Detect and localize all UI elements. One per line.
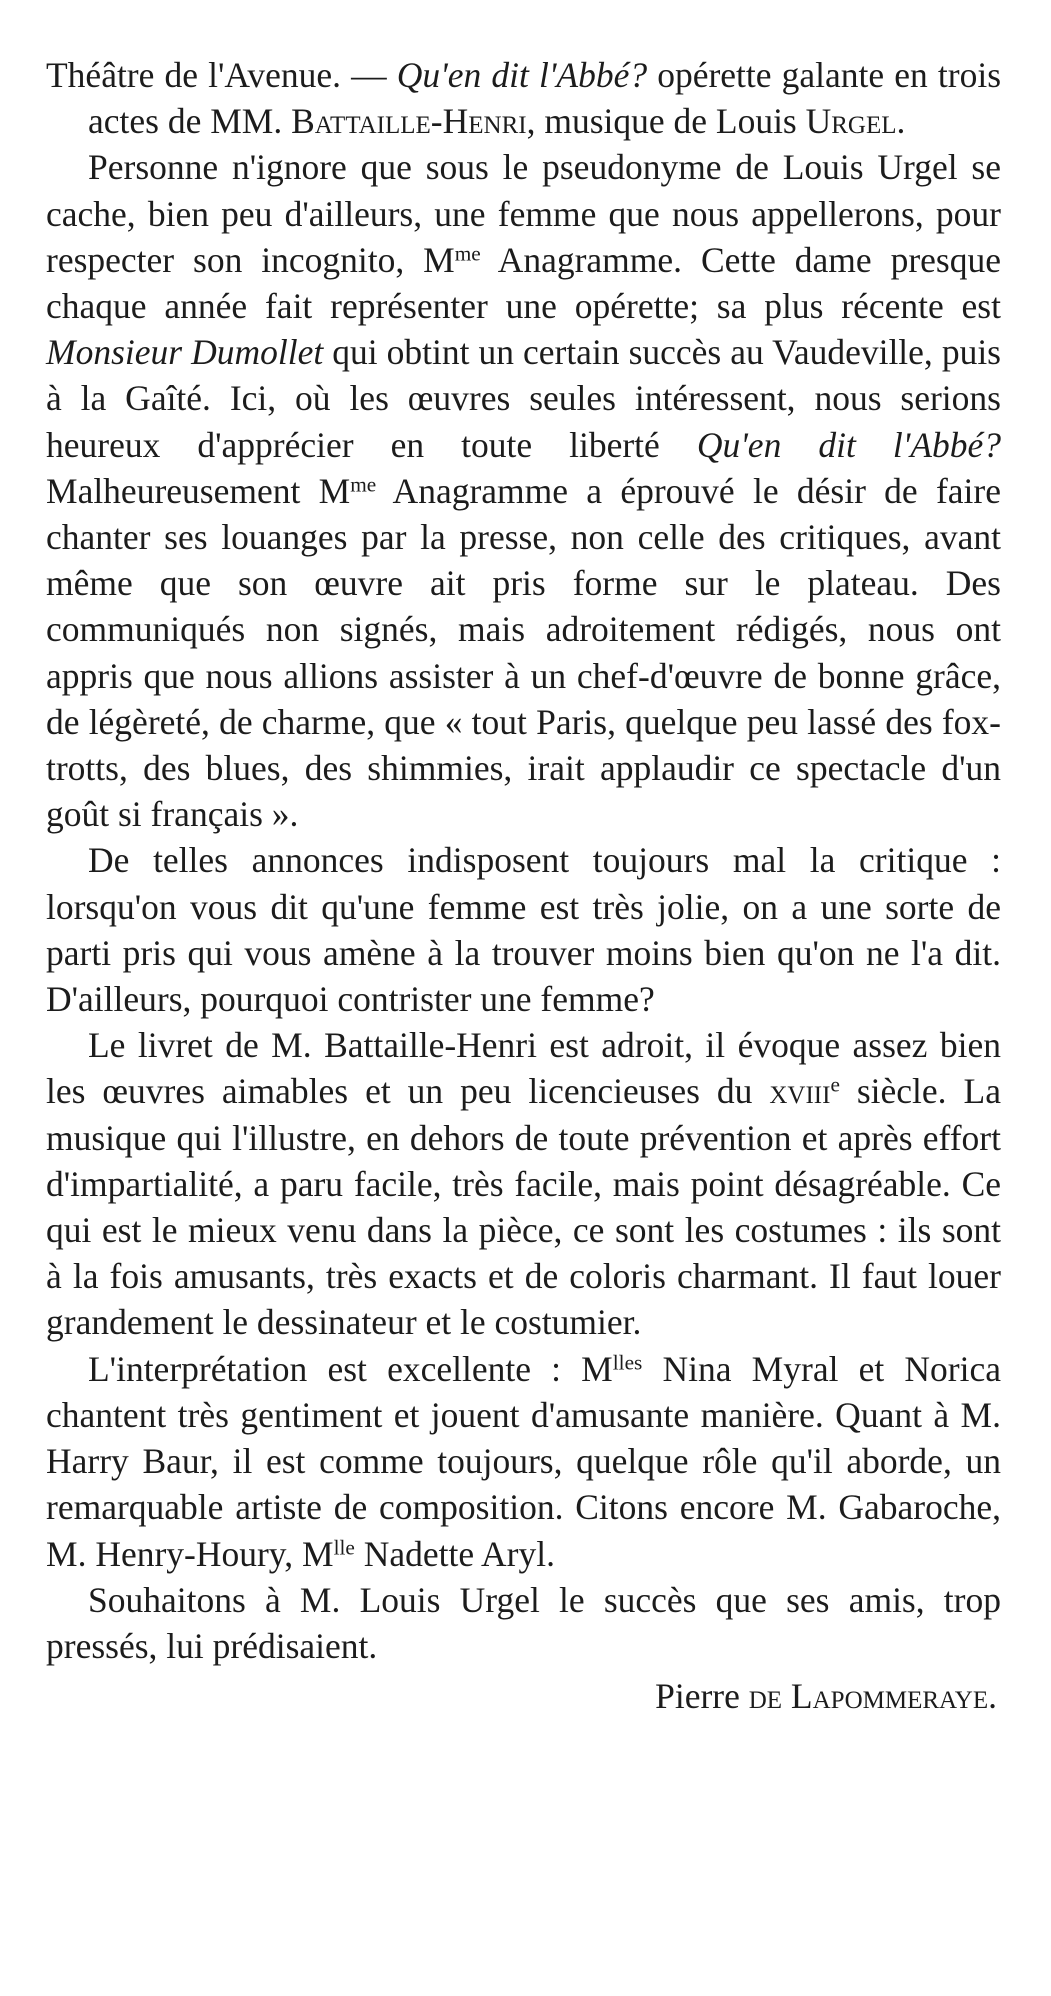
- p4-sup-2: lle: [333, 1534, 355, 1559]
- p3-text-a: Le livret de M. Battaille-Henri est adroit, il évoque assez bien les œuvres aimables et un peu licencieuses du: [46, 1025, 1001, 1112]
- p1-italic-title-2: Qu'en dit l'Abbé?: [696, 424, 1001, 465]
- p1-text-a: Personne n'ignore que sous le pseudonyme de Louis Urgel se cache, bien peu d'ailleurs, une femme que nous appellerons, pour respecter son incognito, M: [46, 147, 1001, 280]
- paragraph-5: Souhaitons à M. Louis Urgel le succès que ses amis, trop pressés, lui prédisaient.: [46, 1579, 1001, 1666]
- p1-sup-1: me: [454, 241, 481, 266]
- p4-sup-1: lles: [612, 1349, 643, 1374]
- play-title: Qu'en dit l'Abbé?: [396, 55, 648, 95]
- theatre-name: Théâtre de l'Avenue.: [46, 55, 342, 95]
- article-header: [46, 52, 1001, 144]
- p1-text-c: qui obtint un certain succès au Vaudeville, puis à la Gaîté. Ici, où les œuvres seules intéressent, nous serions heureux d'apprécier en toute liberté: [46, 332, 1001, 465]
- header-music-credit: , musique de Louis: [526, 101, 806, 142]
- signature-first-name: Pierre: [655, 1676, 749, 1717]
- p3-sup: e: [830, 1072, 840, 1097]
- header-description: opérette galante en trois actes de MM.: [88, 55, 1002, 142]
- header-end: .: [896, 101, 906, 142]
- article-page: [46, 52, 1001, 1719]
- p4-text-a: L'interprétation est excellente : M: [88, 1348, 613, 1389]
- paragraph-1: [46, 144, 1001, 837]
- p4-text-c: Nadette Aryl.: [354, 1533, 555, 1574]
- p1-text-e: Anagramme a éprouvé le désir de faire chanter ses louanges par la presse, non celle des critiques, avant même que son œuvre ait pris forme sur le plateau. Des communiqués non signés, mais adroitement rédigés, nous ont appris que nous allions assister à un chef-d'œuvre de bonne grâce, de légèreté, de charme, que « tout Paris, quelque peu lassé des fox-trotts, des blues, des shimmies, irait applaudir ce spectacle d'un goût si français ».: [46, 470, 1001, 835]
- authors-name: Battaille-Henri: [291, 101, 527, 142]
- paragraph-4: [46, 1346, 1001, 1577]
- author-signature: [46, 1673, 1001, 1719]
- p3-text-b: siècle. La musique qui l'illustre, en dehors de toute prévention et après effort d'impartialité, a paru facile, très facile, mais point désagréable. Ce qui est le mieux venu dans la pièce, ce sont les costumes : ils sont à la fois amusants, très exacts et de coloris charmant. Il faut louer grandement le dessinateur et le costumier.: [46, 1071, 1001, 1343]
- signature-end: .: [988, 1676, 997, 1717]
- composer-name: Urgel: [805, 101, 897, 142]
- header-dash: —: [341, 55, 397, 95]
- paragraph-2: De telles annonces indisposent toujours mal la critique : lorsqu'on vous dit qu'une femme est très jolie, on a une sorte de parti pris qui vous amène à la trouver moins bien qu'on ne l'a dit. D'ailleurs, pourquoi contrister une femme?: [46, 840, 1001, 1020]
- p4-text-b: Nina Myral et Norica chantent très gentiment et jouent d'amusante manière. Quant à M. Harry Baur, il est comme toujours, quelque rôle qu'il aborde, un remarquable artiste de composition. Citons encore M. Gabaroche, M. Henry-Houry, M: [46, 1348, 1001, 1574]
- p1-sup-2: me: [350, 472, 377, 497]
- paragraph-3: [46, 1022, 1001, 1345]
- p1-italic-title-1: Monsieur Dumollet: [46, 332, 324, 373]
- signature-last-name: de Lapommeraye: [748, 1676, 989, 1717]
- p3-century: xviii: [769, 1071, 831, 1112]
- p1-text-d: Malheureusement M: [46, 470, 351, 511]
- p1-text-b: Anagramme. Cette dame presque chaque année fait représenter une opérette; sa plus récente est: [46, 239, 1001, 327]
